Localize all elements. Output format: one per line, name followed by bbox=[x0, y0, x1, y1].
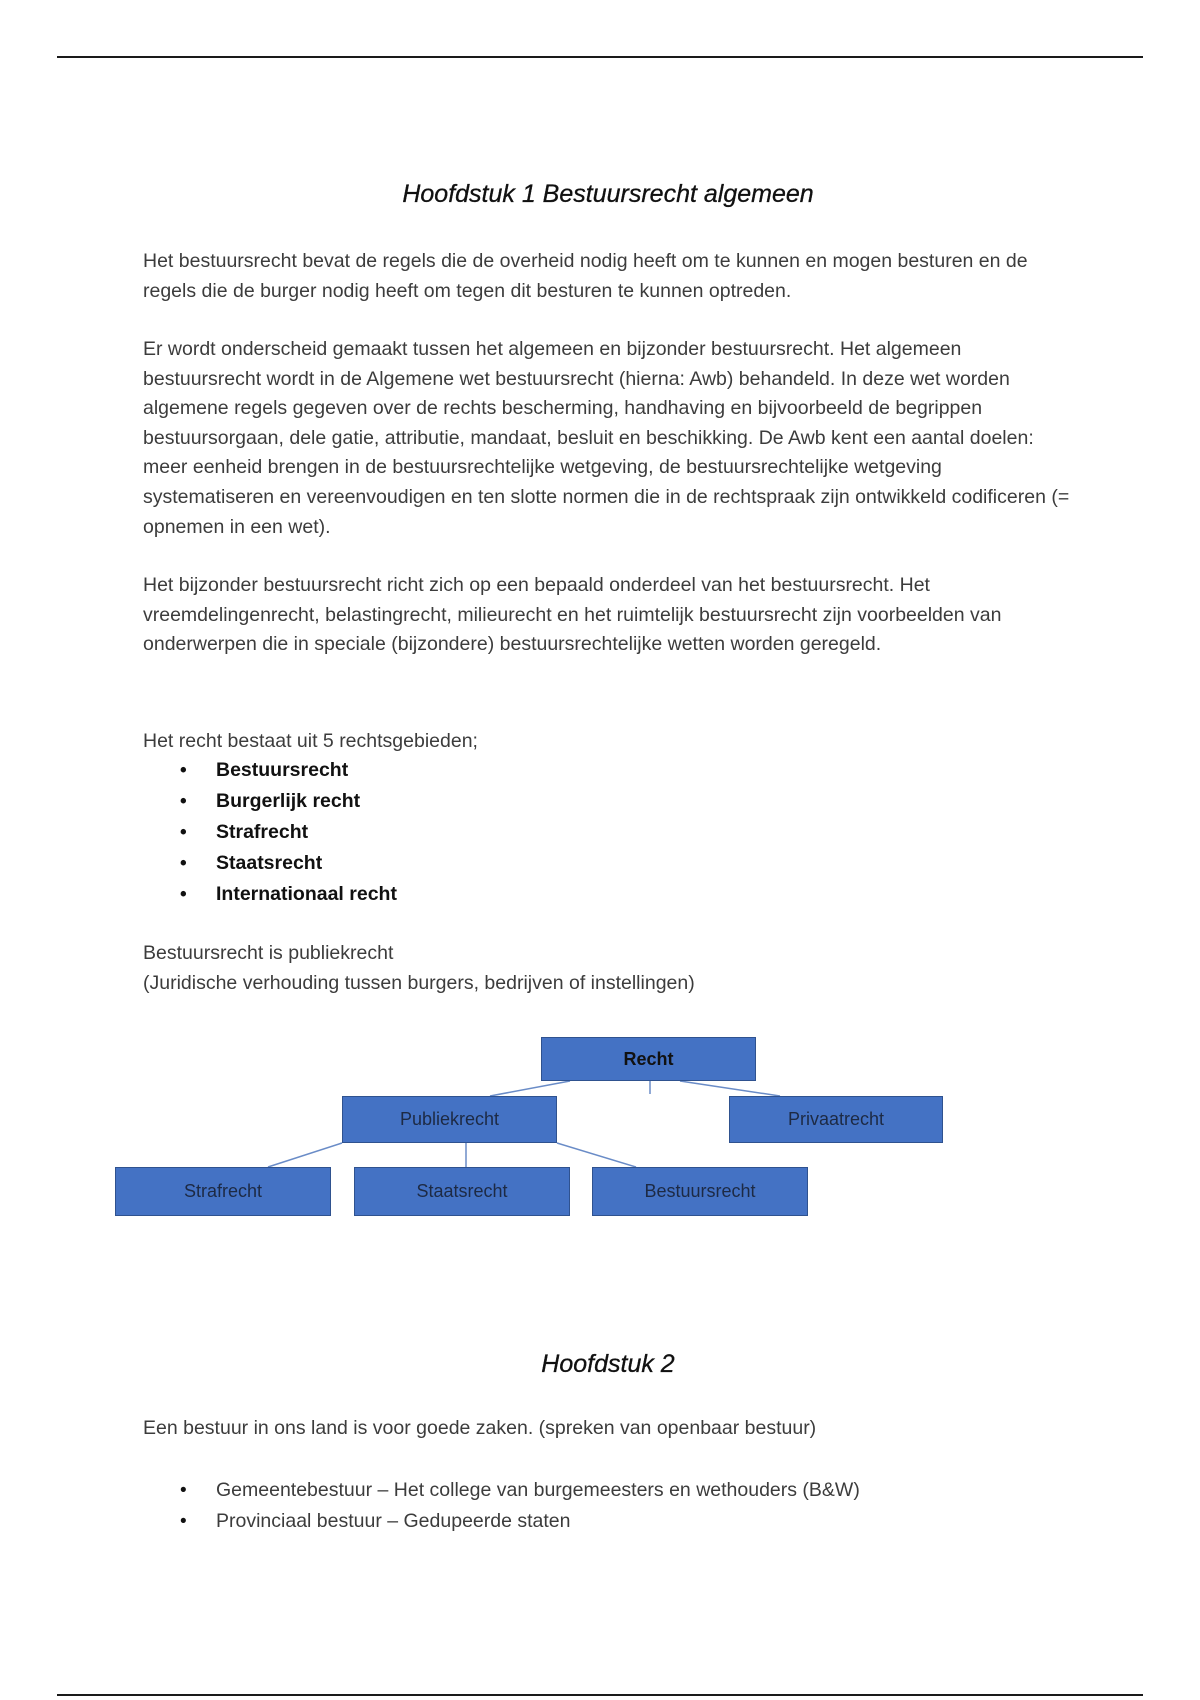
list-item: • Provinciaal bestuur – Gedupeerde staten bbox=[143, 1506, 860, 1537]
node-bestuursrecht: Bestuursrecht bbox=[592, 1167, 808, 1216]
connector-publiek-bestuurs bbox=[557, 1143, 636, 1167]
chapter1-title: Hoofdstuk 1 Bestuursrecht algemeen bbox=[402, 180, 814, 208]
areas-intro: Het recht bestaat uit 5 rechtsgebieden; bbox=[143, 730, 478, 752]
general-paragraph: Er wordt onderscheid gemaakt tussen het algemeen en bijzonder bestuursrecht. Het algemeen bestuursrecht wordt in de Algemene wet bestuursrecht (hierna: Awb) behandeld. In deze wet worden algemene regels gegeven over de rechts bescherming, handhaving en bijvoorbeeld de begrippen bestuursorgaan, dele gatie, attributie, mandaat, besluit en beschikking. De Awb kent een aantal doelen: meer eenheid brengen in de bestuursrechtelijke wetgeving, de bestuursrechtelijke wetgeving systematiseren en vereenvoudigen en ten slotte normen die in de rechtspraak zijn ontwikkeld codificeren (= opnemen in een wet). bbox=[143, 338, 1070, 538]
public-law-note bbox=[143, 939, 1073, 998]
areas-list bbox=[143, 755, 397, 910]
node-recht: Recht bbox=[541, 1037, 756, 1081]
chapter2-title: Hoofdstuk 2 bbox=[541, 1350, 675, 1378]
chapter2-intro: Een bestuur in ons land is voor goede zaken. (spreken van openbaar bestuur) bbox=[143, 1417, 817, 1439]
public-law-definition: (Juridische verhouding tussen burgers, bedrijven of instellingen) bbox=[143, 971, 695, 994]
special-paragraph: Het bijzonder bestuursrecht richt zich op een bepaald onderdeel van het bestuursrecht. Het vreemdelingenrecht, belastingrecht, milieurecht en het ruimtelijk bestuursrecht zijn voorbeelden van onderwerpen die in speciale (bijzondere) bestuursrechtelijke wetten worden geregeld. bbox=[143, 574, 1002, 656]
public-law-line: Bestuursrecht is publiekrecht bbox=[143, 942, 394, 964]
list-item: • Strafrecht bbox=[143, 817, 397, 848]
node-privaatrecht: Privaatrecht bbox=[729, 1096, 943, 1143]
intro-paragraph: Het bestuursrecht bevat de regels die de overheid nodig heeft om te kunnen en mogen besturen en de regels die de burger nodig heeft om tegen dit besturen te kunnen optreden. bbox=[143, 250, 1028, 302]
list-item: • Gemeentebestuur – Het college van burgemeesters en wethouders (B&W) bbox=[143, 1475, 860, 1506]
connector-publiek-straf bbox=[268, 1143, 342, 1167]
government-bodies-list bbox=[143, 1475, 860, 1537]
top-rule bbox=[57, 56, 1143, 58]
connector-recht-privaat bbox=[680, 1081, 780, 1096]
list-item: • Internationaal recht bbox=[143, 879, 397, 910]
list-item: • Burgerlijk recht bbox=[143, 786, 397, 817]
list-item: • Staatsrecht bbox=[143, 848, 397, 879]
list-item: • Bestuursrecht bbox=[143, 755, 397, 786]
node-publiekrecht: Publiekrecht bbox=[342, 1096, 557, 1143]
connector-recht-publiek bbox=[490, 1081, 570, 1096]
node-strafrecht: Strafrecht bbox=[115, 1167, 331, 1216]
node-staatsrecht: Staatsrecht bbox=[354, 1167, 570, 1216]
bottom-rule bbox=[57, 1694, 1143, 1696]
